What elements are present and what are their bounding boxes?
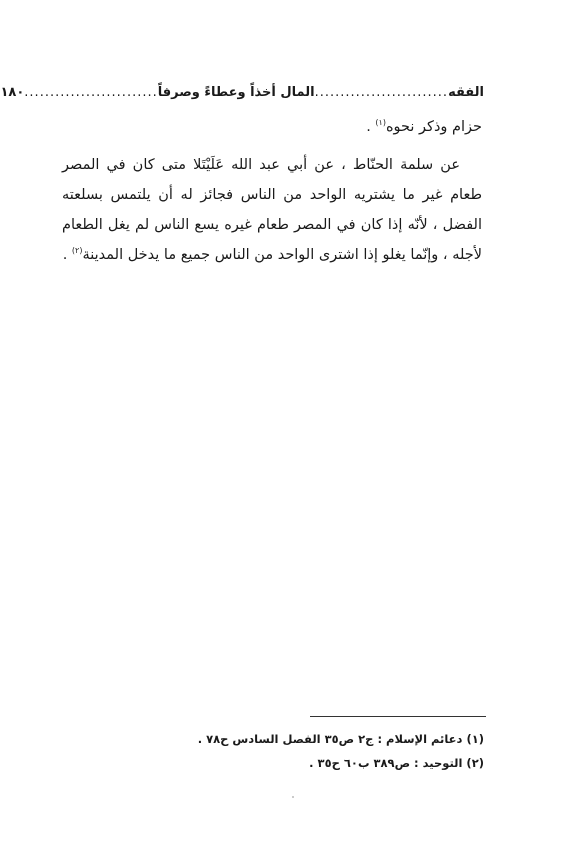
footnote-separator	[310, 716, 486, 717]
paragraph-1-text: حزام وذكر نحوه	[385, 119, 482, 135]
section-title: الفقه	[448, 84, 484, 100]
page-number: ١٨٠	[0, 84, 25, 100]
running-header	[0, 82, 484, 102]
footnote-ref-2: (٢)	[71, 246, 83, 256]
main-text	[62, 112, 482, 270]
paragraph-1-tail: .	[366, 119, 376, 135]
paragraph-2	[62, 150, 482, 270]
chapter-title: المال أخذاً وعطاءً وصرفاً	[157, 84, 315, 100]
header-leader-dots-left: ..........................	[24, 84, 158, 100]
scan-speck	[292, 796, 294, 798]
paragraph-1	[62, 112, 482, 142]
header-leader-dots-right: ..........................	[314, 84, 449, 100]
paragraph-2-tail: .	[62, 247, 72, 263]
footnotes	[62, 727, 484, 775]
footnote-1: (١) دعائم الإسلام : ج٢ ص٣٥ الفصل السادس ح٧٨ .	[197, 732, 484, 746]
footnote-ref-1: (١)	[375, 118, 386, 128]
paragraph-2-text: عن سلمة الحنّاط ، عن أبي عبد الله عَلَيْتَلا متى كان في المصر طعام غير ما يشتريه الواحد من الناس فجائز له أن يلتمس بسلعته الفضل ، لأنّه إذا كان في المصر طعام غيره يسع الناس لم يغل الطعام لأجله ، وإنّما يغلو إذا اشترى الواحد من الناس جميع ما يدخل المدينة	[62, 157, 482, 263]
footnote-2: (٢) التوحيد : ص٣٨٩ ب٦٠ ح٣٥ .	[309, 756, 484, 770]
